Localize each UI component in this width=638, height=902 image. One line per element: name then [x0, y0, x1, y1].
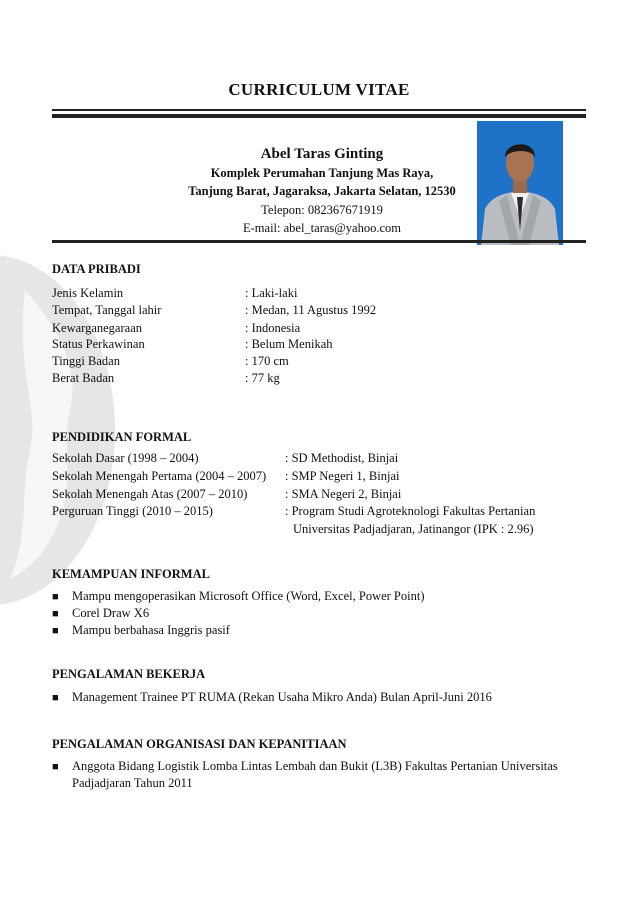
personal-label: Status Perkawinan [52, 337, 145, 351]
list-item [52, 605, 587, 622]
personal-value: : Belum Menikah [245, 337, 333, 351]
personal-value: : Laki-laki [245, 286, 298, 300]
education-value: : Program Studi Agroteknologi Fakultas Pertanian [285, 504, 536, 518]
list-item [52, 758, 587, 792]
personal-row [52, 285, 297, 301]
education-label: Sekolah Menengah Atas (2007 – 2010) [52, 487, 248, 501]
education-label: Sekolah Menengah Pertama (2004 – 2007) [52, 469, 267, 483]
personal-row [52, 302, 376, 318]
personal-value: : Indonesia [245, 321, 301, 335]
list-item-text: Corel Draw X6 [72, 606, 150, 620]
square-bullet-icon: ■ [52, 692, 59, 704]
education-value: : SD Methodist, Binjai [285, 451, 399, 465]
address-line-2: Tanjung Barat, Jagaraksa, Jakarta Selatan, 12530 [188, 184, 456, 198]
education-row [52, 450, 398, 466]
list-item-text: Mampu mengoperasikan Microsoft Office (Word, Excel, Power Point) [72, 589, 425, 603]
education-label: Perguruan Tinggi (2010 – 2015) [52, 504, 213, 518]
personal-label: Tinggi Badan [52, 354, 120, 368]
square-bullet-icon: ■ [52, 625, 59, 637]
profile-photo [477, 121, 563, 245]
education-row [52, 503, 535, 519]
full-name: Abel Taras Ginting [260, 146, 384, 162]
section-heading-pendidikan: PENDIDIKAN FORMAL [52, 430, 192, 444]
list-item [52, 588, 587, 605]
list-item-text: Anggota Bidang Logistik Lomba Lintas Lembah dan Bukit (L3B) Fakultas Pertanian Universitas Padjadjaran Tahun 2011 [72, 759, 558, 790]
section-heading-pengalaman-bekerja: PENGALAMAN BEKERJA [52, 667, 206, 681]
personal-label: Tempat, Tanggal lahir [52, 303, 162, 317]
header-divider [52, 240, 586, 243]
section-heading-data-pribadi: DATA PRIBADI [52, 262, 141, 276]
personal-value: : 170 cm [245, 354, 289, 368]
title-rule-thin [52, 109, 586, 111]
title-rule-thick [52, 114, 586, 118]
square-bullet-icon: ■ [52, 608, 59, 620]
education-label: Sekolah Dasar (1998 – 2004) [52, 451, 199, 465]
email-address: E-mail: abel_taras@yahoo.com [243, 221, 401, 235]
section-heading-organisasi: PENGALAMAN ORGANISASI DAN KEPANITIAAN [52, 737, 347, 751]
education-continuation: Universitas Padjadjaran, Jatinangor (IPK : 2.96) [293, 522, 534, 536]
phone-number: Telepon: 082367671919 [261, 203, 383, 217]
personal-value: : 77 kg [245, 371, 280, 385]
square-bullet-icon: ■ [52, 761, 59, 773]
personal-label: Jenis Kelamin [52, 286, 124, 300]
education-value: : SMP Negeri 1, Binjai [285, 469, 400, 483]
education-row [52, 486, 401, 502]
personal-row [52, 320, 300, 336]
section-heading-kemampuan: KEMAMPUAN INFORMAL [52, 567, 210, 581]
list-item [52, 622, 587, 639]
personal-label: Kewarganegaraan [52, 321, 142, 335]
personal-row [52, 336, 333, 352]
education-value: : SMA Negeri 2, Binjai [285, 487, 402, 501]
square-bullet-icon: ■ [52, 591, 59, 603]
personal-row [52, 353, 289, 369]
personal-row [52, 370, 280, 386]
education-row [52, 468, 399, 484]
list-item-text: Mampu berbahasa Inggris pasif [72, 623, 230, 637]
list-item-text: Management Trainee PT RUMA (Rekan Usaha Mikro Anda) Bulan April-Juni 2016 [72, 690, 492, 704]
personal-label: Berat Badan [52, 371, 115, 385]
personal-value: : Medan, 11 Agustus 1992 [245, 303, 377, 317]
list-item [52, 689, 587, 706]
address-line-1: Komplek Perumahan Tanjung Mas Raya, [210, 166, 434, 180]
document-title: CURRICULUM VITAE [228, 80, 410, 99]
